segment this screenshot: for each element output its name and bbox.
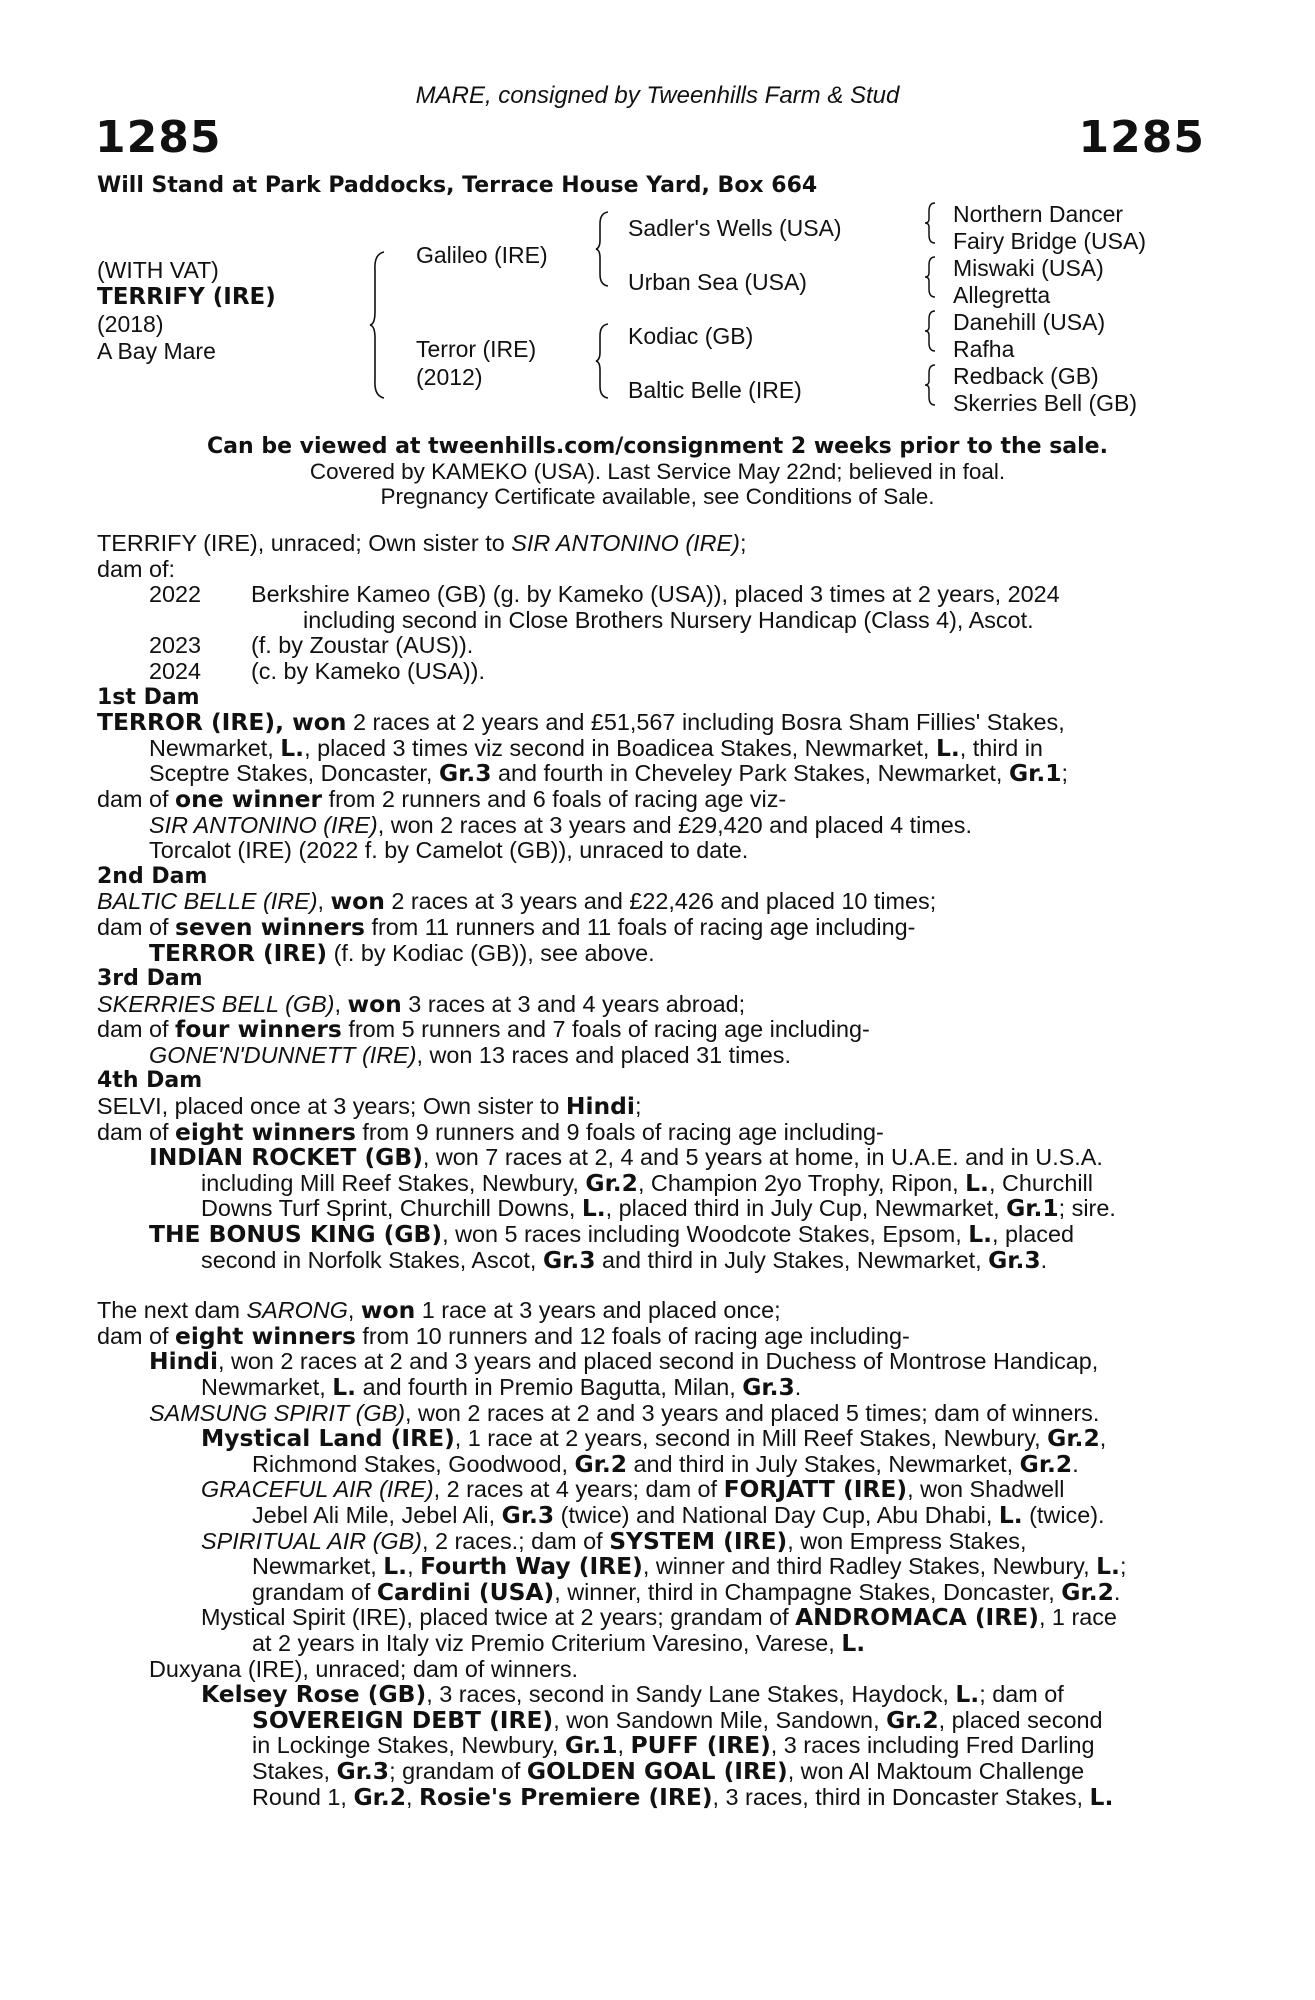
- text-run: Gr.2: [1047, 1424, 1100, 1453]
- text-line: [97, 1245, 1204, 1274]
- text-run: (f. by Zoustar (AUS)).: [251, 632, 474, 659]
- text-run: (f. by Kodiac (GB)), see above.: [327, 939, 655, 966]
- text-run: ANDROMACA (IRE): [795, 1603, 1039, 1632]
- text-run: grandam of: [252, 1578, 377, 1605]
- text-run: (twice).: [1022, 1501, 1105, 1528]
- second-dam-section: [97, 864, 1204, 966]
- text-run: , 1 race: [1038, 1604, 1117, 1631]
- text-run: eight winners: [175, 1321, 356, 1350]
- pregnancy-note: Pregnancy Certificate available, see Conditions of Sale.: [380, 484, 935, 509]
- text-run: Mystical Spirit (IRE), placed twice at 2 years; grandam of: [201, 1604, 796, 1631]
- text-run: , placed 3 times viz second in Boadicea Stakes, Newmarket,: [304, 734, 936, 761]
- text-line: [97, 1094, 1204, 1120]
- text-run: , 3 races, second in Sandy Lane Stakes, Haydock,: [426, 1681, 956, 1708]
- horse-year: (2018): [97, 311, 164, 337]
- text-run: 2022: [149, 581, 202, 608]
- text-run: L.: [955, 1680, 980, 1709]
- text-run: , won Al Maktoum Challenge: [787, 1757, 1085, 1784]
- produce-record: [97, 531, 1204, 685]
- text-run: [97, 608, 251, 634]
- text-run: ; dam of: [979, 1681, 1064, 1708]
- text-run: won: [360, 1296, 416, 1325]
- text-line: [97, 1733, 1204, 1759]
- text-run: ,: [617, 1732, 631, 1759]
- text-line: [97, 1682, 1204, 1708]
- text-line: [97, 733, 1204, 762]
- text-line: [97, 813, 1204, 839]
- pedigree-brace-dd: [925, 363, 939, 407]
- text-run: .: [1072, 1450, 1079, 1477]
- fourth-dam-section: [97, 1068, 1204, 1273]
- text-line: [97, 1117, 1204, 1146]
- text-run: Gr.3: [501, 1500, 555, 1529]
- text-run: ,: [406, 1783, 419, 1810]
- text-run: from 10 runners and 12 foals of racing age including-: [355, 1322, 910, 1349]
- text-run: in Lockinge Stakes, Newbury,: [252, 1732, 565, 1759]
- text-run: at 2 years in Italy viz Premio Criterium Varesino, Varese,: [252, 1629, 842, 1656]
- pedigree-brace-dam: [596, 322, 614, 400]
- text-run: FORJATT (IRE): [723, 1475, 908, 1504]
- text-run: .: [1113, 1578, 1121, 1605]
- text-run: SAMSUNG SPIRIT (GB): [149, 1399, 406, 1426]
- pedigree-dam-year: (2012): [416, 364, 483, 390]
- text-run: Gr.2: [353, 1782, 406, 1811]
- text-run: 2024: [149, 657, 202, 684]
- pedigree-sds: Miswaki (USA): [953, 255, 1104, 281]
- first-dam-section: [97, 685, 1204, 864]
- text-run: Gr.2: [585, 1168, 638, 1197]
- text-run: L.: [1089, 1782, 1114, 1811]
- text-line: [97, 889, 1204, 915]
- text-run: 2 races at 2 years and £51,567 including Bosra Sham Fillies' Stakes,: [346, 709, 1065, 736]
- text-run: , won 7 races at 2, 4 and 5 years at home, in U.A.E. and in U.S.A.: [422, 1144, 1103, 1171]
- text-run: [251, 582, 1204, 608]
- produce-row: [97, 659, 1204, 685]
- text-run: SYSTEM (IRE): [609, 1526, 788, 1555]
- text-run: L.: [998, 1500, 1023, 1529]
- text-run: and third in July Stakes, Newmarket,: [627, 1450, 1020, 1477]
- text-run: , winner, third in Champagne Stakes, Doncaster,: [554, 1578, 1062, 1605]
- text-run: , won Empress Stakes,: [787, 1527, 1027, 1554]
- text-line: [97, 1017, 1204, 1043]
- text-run: ,: [1099, 1425, 1107, 1452]
- text-run: , 2 races.; dam of: [421, 1527, 610, 1554]
- produce-row: [97, 633, 1204, 659]
- text-run: 2023: [149, 632, 202, 659]
- text-run: and third in July Stakes, Newmarket,: [595, 1246, 989, 1273]
- text-run: (twice) and National Day Cup, Abu Dhabi,: [554, 1501, 999, 1528]
- text-run: from 5 runners and 7 foals of racing age including-: [341, 1016, 870, 1043]
- text-run: Cardini (USA): [376, 1577, 555, 1606]
- text-run: Hindi: [565, 1092, 635, 1121]
- text-line: [97, 1526, 1204, 1555]
- pedigree-brace-main: [370, 250, 390, 400]
- text-run: ;: [1061, 760, 1068, 787]
- pedigree-brace-ss: [925, 201, 939, 245]
- text-line: [97, 761, 1204, 787]
- text-run: L.: [935, 733, 960, 762]
- text-run: 1 race at 3 years and placed once;: [415, 1297, 781, 1324]
- text-line: dam of:: [97, 555, 176, 582]
- text-run: , winner and third Radley Stakes, Newbury,: [642, 1553, 1097, 1580]
- pedigree-dss: Danehill (USA): [953, 309, 1106, 335]
- pedigree-ssd: Fairy Bridge (USA): [953, 228, 1146, 254]
- text-line: [97, 1196, 1204, 1222]
- text-run: TERROR (IRE): [149, 938, 328, 967]
- pedigree-sire: Galileo (IRE): [416, 242, 548, 268]
- text-run: ,: [347, 1297, 361, 1324]
- text-line: [97, 938, 1204, 967]
- text-line: Torcalot (IRE) (2022 f. by Camelot (GB)), unraced to date.: [149, 837, 749, 864]
- pedigree-brace-sire: [596, 210, 614, 288]
- text-run: including second in Close Brothers Nursery Handicap (Class 4), Ascot.: [303, 606, 1034, 633]
- text-line: Duxyana (IRE), unraced; dam of winners.: [149, 1655, 579, 1682]
- text-run: , won Shadwell: [907, 1476, 1065, 1503]
- text-run: Sceptre Stakes, Doncaster,: [149, 760, 439, 787]
- pedigree-ddd: Skerries Bell (GB): [953, 390, 1138, 416]
- text-line: [97, 1477, 1204, 1503]
- text-line: [97, 710, 1204, 736]
- text-line: [97, 1449, 1204, 1478]
- text-run: SIR ANTONINO (IRE): [511, 530, 740, 556]
- text-run: ;: [634, 1093, 642, 1120]
- text-run: Gr.2: [1019, 1449, 1073, 1478]
- text-run: L.: [841, 1628, 866, 1657]
- text-run: Gr.1: [1008, 759, 1062, 788]
- text-run: GRACEFUL AIR (IRE): [201, 1476, 434, 1503]
- text-run: dam of: [97, 785, 176, 812]
- text-run: The next dam: [97, 1297, 247, 1324]
- text-line: [97, 1298, 1204, 1324]
- text-run: , won 2 races at 3 years and £29,420 and placed 4 times.: [377, 811, 972, 838]
- third-dam-heading: 3rd Dam: [97, 966, 203, 992]
- text-line: [97, 1782, 1204, 1811]
- text-run: Hindi: [149, 1347, 219, 1376]
- text-line: [97, 1222, 1204, 1248]
- text-run: dam of: [97, 1322, 176, 1349]
- text-run: , won: [275, 708, 347, 737]
- pedigree-sire-dam: Urban Sea (USA): [628, 269, 807, 295]
- text-run: , 3 races including Fred Darling: [770, 1732, 1095, 1759]
- text-run: second in Norfolk Stakes, Ascot,: [201, 1246, 543, 1273]
- text-run: Stakes,: [252, 1757, 337, 1784]
- text-run: .: [1040, 1246, 1048, 1273]
- text-run: , won 2 races at 2 and 3 years and placed 5 times; dam of winners.: [405, 1399, 1100, 1426]
- text-run: Gr.2: [1061, 1577, 1114, 1606]
- text-run: , third in: [959, 734, 1043, 761]
- pedigree-sdd: Allegretta: [953, 282, 1051, 308]
- text-run: Newmarket,: [149, 734, 281, 761]
- text-run: Kelsey Rose (GB): [201, 1680, 427, 1709]
- text-line: [97, 989, 1204, 1018]
- text-run: eight winners: [175, 1117, 356, 1146]
- catalogue-body: [97, 531, 1204, 1810]
- text-run: L.: [965, 1168, 989, 1197]
- text-run: Mystical Land (IRE): [201, 1424, 455, 1453]
- pedigree-dam-dam: Baltic Belle (IRE): [628, 377, 802, 403]
- text-run: from 11 runners and 11 foals of racing age including-: [364, 913, 916, 940]
- text-run: , 3 races, third in Doncaster Stakes,: [712, 1783, 1090, 1810]
- text-run: , won 13 races and placed 31 times.: [416, 1041, 791, 1068]
- text-run: SPIRITUAL AIR (GB): [201, 1527, 422, 1554]
- text-run: and fourth in Cheveley Park Stakes, Newmarket,: [491, 760, 1009, 787]
- covered-note: Covered by KAMEKO (USA). Last Service May 22nd; believed in foal.: [309, 459, 1006, 484]
- text-run: BALTIC BELLE (IRE): [97, 888, 318, 915]
- text-run: Round 1,: [252, 1783, 354, 1810]
- pedigree-sire-sire: Sadler's Wells (USA): [628, 215, 842, 241]
- text-line: [97, 1145, 1204, 1171]
- text-run: L.: [383, 1552, 408, 1581]
- stand-location: Will Stand at Park Paddocks, Terrace House Yard, Box 664: [97, 173, 818, 198]
- text-run: TERROR (IRE): [97, 708, 276, 737]
- text-run: Newmarket,: [201, 1374, 333, 1400]
- text-run: Gr.2: [574, 1449, 628, 1478]
- text-run: ;: [1119, 1553, 1127, 1580]
- text-line: [97, 1605, 1204, 1631]
- lot-number-left: 1285: [95, 112, 222, 163]
- text-run: and fourth in Premio Bagutta, Milan,: [356, 1374, 743, 1400]
- pedigree-dsd: Rafha: [953, 336, 1015, 362]
- text-run: Berkshire Kameo (GB) (g. by Kameko (USA)), placed 3 times at 2 years, 2024: [251, 581, 1060, 608]
- text-run: , placed: [992, 1221, 1074, 1248]
- text-run: , won Sandown Mile, Sandown,: [553, 1706, 887, 1733]
- text-line: [97, 1554, 1204, 1580]
- text-run: , won 2 races at 2 and 3 years and placed second in Duchess of Montrose Handicap,: [218, 1348, 1099, 1375]
- text-run: including Mill Reef Stakes, Newbury,: [201, 1169, 586, 1196]
- text-run: GOLDEN GOAL (IRE): [526, 1756, 788, 1785]
- text-run: seven winners: [175, 912, 365, 941]
- text-run: , placed second: [938, 1706, 1103, 1733]
- text-run: ; sire.: [1058, 1195, 1116, 1222]
- text-run: 2 races at 3 years and £22,426 and placed 10 times;: [384, 888, 937, 915]
- text-run: , placed third in July Cup, Newmarket,: [605, 1195, 1007, 1222]
- text-run: SARONG: [246, 1297, 348, 1324]
- text-run: ;: [739, 530, 747, 556]
- text-run: from 2 runners and 6 foals of racing age viz-: [322, 785, 787, 812]
- consignor-subtitle: MARE, consigned by Tweenhills Farm & Stud: [415, 82, 900, 109]
- text-run: four winners: [175, 1015, 342, 1044]
- text-run: , 1 race at 2 years, second in Mill Reef Stakes, Newbury,: [454, 1425, 1048, 1452]
- text-run: , Churchill: [988, 1169, 1093, 1196]
- text-run: Gr.3: [438, 759, 492, 788]
- third-dam-section: [97, 966, 1204, 1068]
- text-run: GONE'N'DUNNETT (IRE): [149, 1041, 417, 1068]
- text-run: L.: [581, 1194, 606, 1223]
- text-line: [97, 1349, 1204, 1375]
- text-run: Gr.1: [1006, 1194, 1059, 1223]
- text-run: Gr.3: [988, 1245, 1041, 1274]
- text-run: ,: [407, 1553, 421, 1580]
- text-run: Fourth Way (IRE): [420, 1552, 643, 1581]
- text-line: [97, 531, 1204, 557]
- text-run: ,: [317, 888, 331, 915]
- pedigree-dam: Terror (IRE): [416, 336, 537, 362]
- text-run: SOVEREIGN DEBT (IRE): [252, 1705, 554, 1734]
- text-run: L.: [968, 1220, 993, 1249]
- lot-number-right: 1285: [1078, 112, 1205, 163]
- text-run: SELVI, placed once at 3 years; Own sister to: [97, 1093, 566, 1120]
- text-line: [97, 1705, 1204, 1734]
- next-dam-section: [97, 1298, 1204, 1810]
- text-run: (c. by Kameko (USA)).: [251, 657, 485, 684]
- text-line: [97, 1401, 1204, 1427]
- produce-row-cont: [97, 608, 1204, 634]
- pedigree-dds: Redback (GB): [953, 363, 1099, 389]
- first-dam-heading: 1st Dam: [97, 684, 200, 710]
- text-run: THE BONUS KING (GB): [149, 1220, 443, 1249]
- pedigree-brace-sd: [925, 255, 939, 299]
- text-run: 3 races at 3 and 4 years abroad;: [401, 990, 746, 1017]
- text-run: SKERRIES BELL (GB): [97, 990, 335, 1017]
- text-run: Rosie's Premiere (IRE): [419, 1782, 713, 1811]
- text-line: [97, 784, 1204, 813]
- text-run: Jebel Ali Mile, Jebel Ali,: [252, 1501, 502, 1528]
- horse-description: A Bay Mare: [97, 338, 216, 364]
- text-run: Gr.3: [336, 1756, 390, 1785]
- text-line: [97, 1375, 1204, 1401]
- pedigree-brace-ds: [925, 309, 939, 353]
- text-run: won: [347, 989, 402, 1018]
- text-run: .: [794, 1374, 802, 1400]
- text-run: , won 5 races including Woodcote Stakes, Epsom,: [442, 1221, 969, 1248]
- second-dam-heading: 2nd Dam: [97, 863, 208, 889]
- vat-label: (WITH VAT): [97, 257, 219, 283]
- text-run: ,: [334, 990, 348, 1017]
- text-line: [97, 1500, 1204, 1529]
- text-line: [97, 1168, 1204, 1197]
- text-run: Downs Turf Sprint, Churchill Downs,: [201, 1195, 582, 1222]
- text-run: PUFF (IRE): [630, 1731, 771, 1760]
- text-run: one winner: [175, 784, 323, 813]
- text-run: INDIAN ROCKET (GB): [149, 1143, 423, 1172]
- text-run: , 2 races at 4 years; dam of: [433, 1476, 724, 1503]
- text-line: [97, 1628, 1204, 1657]
- text-run: dam of: [97, 1016, 176, 1043]
- text-line: [97, 1577, 1204, 1606]
- text-run: dam of: [97, 1118, 176, 1145]
- text-run: , Champion 2yo Trophy, Ripon,: [637, 1169, 966, 1196]
- pedigree-sss: Northern Dancer: [953, 201, 1124, 227]
- text-run: Gr.3: [542, 1245, 596, 1274]
- text-line: [97, 912, 1204, 941]
- text-run: Gr.1: [564, 1731, 618, 1760]
- text-run: TERRIFY (IRE), unraced; Own sister to: [97, 530, 512, 556]
- pedigree-dam-sire: Kodiac (GB): [628, 323, 754, 349]
- text-run: Richmond Stakes, Goodwood,: [252, 1450, 575, 1477]
- text-line: [97, 1426, 1204, 1452]
- text-run: ; grandam of: [389, 1757, 527, 1784]
- text-run: Newmarket,: [252, 1553, 384, 1580]
- text-line: [97, 1321, 1204, 1350]
- viewing-note: Can be viewed at tweenhills.com/consignment 2 weeks prior to the sale.: [207, 434, 1108, 459]
- text-run: L.: [332, 1373, 357, 1401]
- text-run: dam of: [97, 913, 176, 940]
- text-run: won: [330, 887, 385, 916]
- text-run: SIR ANTONINO (IRE): [149, 811, 378, 838]
- text-run: L.: [1096, 1552, 1120, 1581]
- text-line: [97, 1756, 1204, 1785]
- text-run: Gr.2: [886, 1705, 939, 1734]
- text-line: [97, 1043, 1204, 1069]
- text-run: L.: [280, 733, 305, 762]
- text-run: Gr.3: [742, 1373, 795, 1401]
- produce-row: [97, 582, 1204, 608]
- text-run: from 9 runners and 9 foals of racing age including-: [355, 1118, 884, 1145]
- horse-name: TERRIFY (IRE): [97, 284, 276, 310]
- fourth-dam-heading: 4th Dam: [97, 1068, 203, 1094]
